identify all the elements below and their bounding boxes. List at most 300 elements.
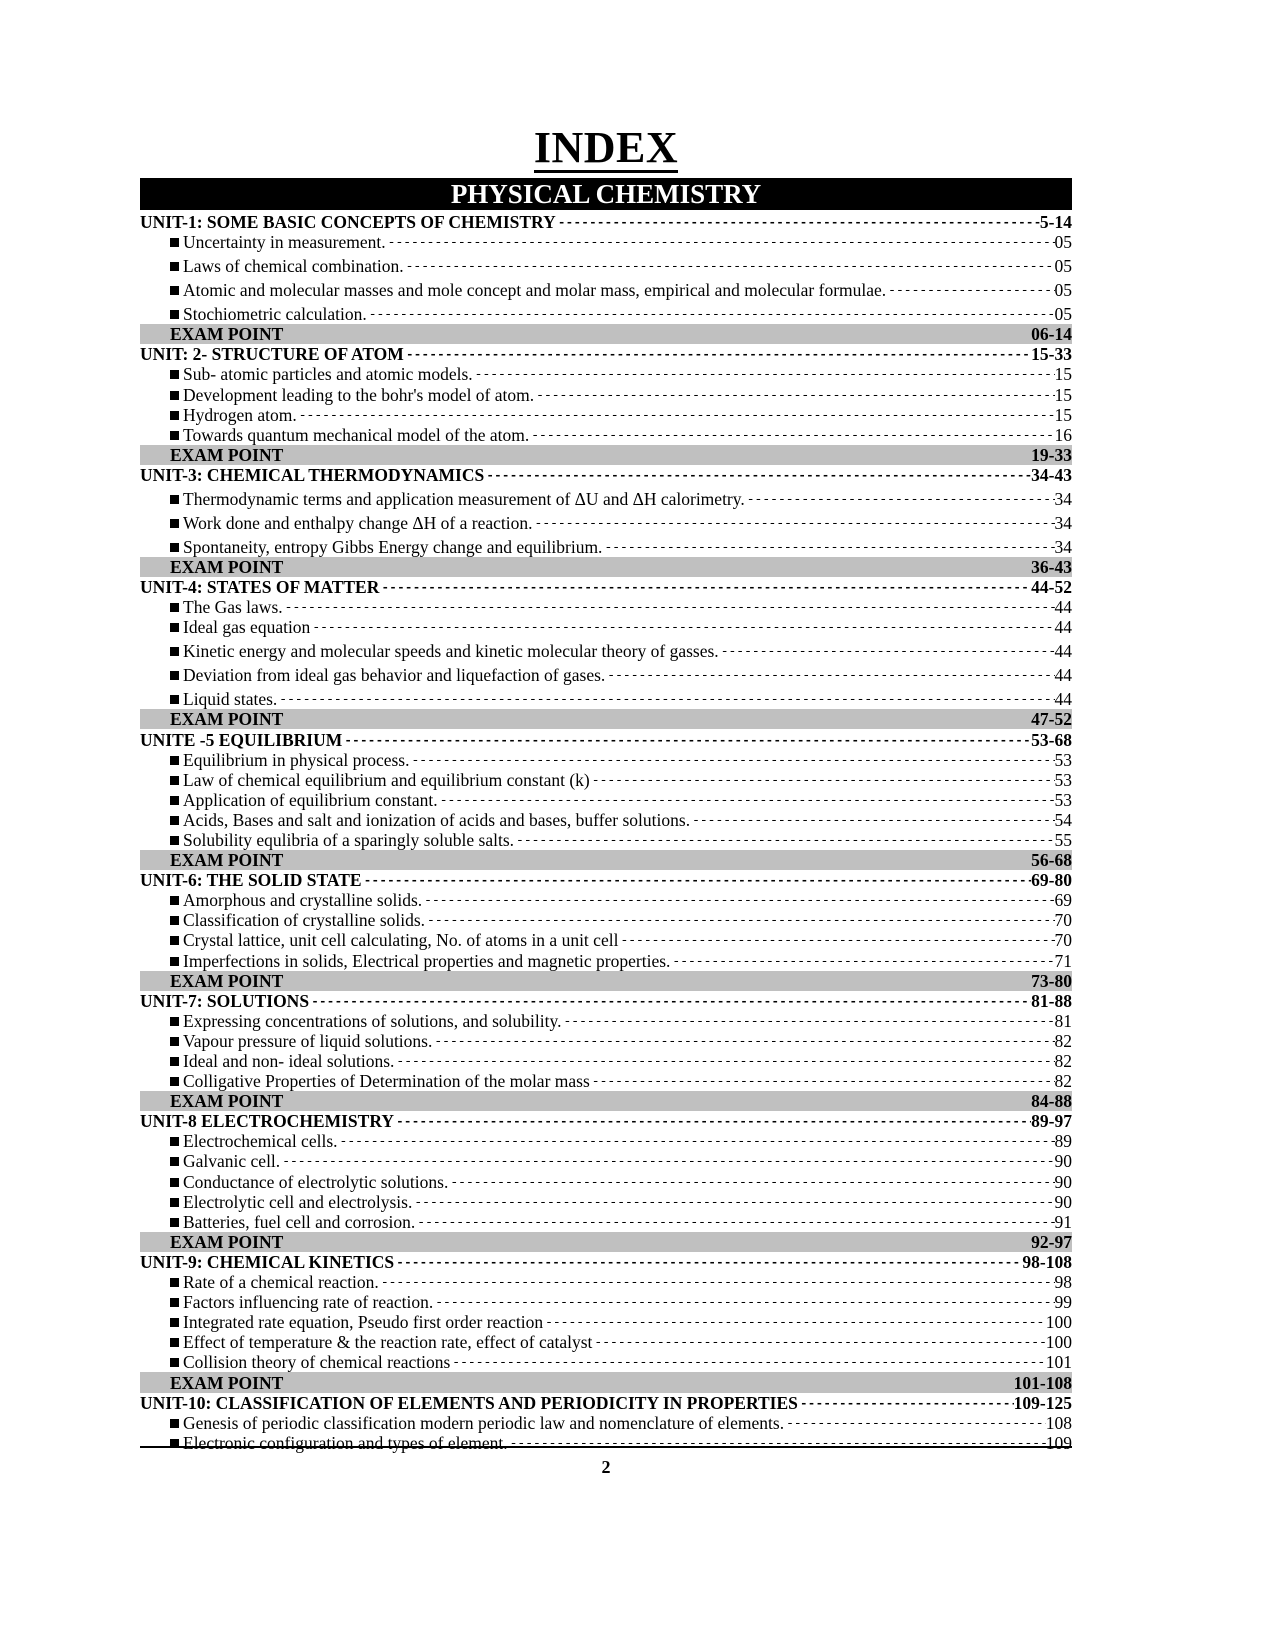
topic-row [140, 1312, 1072, 1332]
row-text: Atomic and molecular masses and mole concept and molar mass, empirical and molecular formulae. [183, 280, 887, 301]
square-bullet-icon [170, 1077, 179, 1086]
square-bullet-icon [170, 896, 179, 905]
topic-row [140, 910, 1072, 930]
square-bullet-icon [170, 411, 179, 420]
row-text: Genesis of periodic classification modern periodic law and nomenclature of elements. [183, 1412, 785, 1433]
exam-point-label [140, 971, 283, 991]
page-reference: 36-43 [1031, 557, 1072, 578]
index-list [140, 212, 1072, 1453]
topic-label [140, 1292, 433, 1312]
row-text: EXAM POINT [170, 1231, 284, 1252]
square-bullet-icon [170, 603, 179, 612]
page-reference: 81-88 [1031, 990, 1072, 1011]
topic-label [140, 280, 886, 300]
row-text: Ideal gas equation [183, 617, 311, 638]
topic-row [140, 1272, 1072, 1292]
unit-title [140, 1111, 394, 1131]
square-bullet-icon [170, 756, 179, 765]
page-reference: 15 [1054, 404, 1072, 425]
dot-leader [283, 599, 1055, 617]
page-reference: 82 [1054, 1071, 1072, 1092]
dot-leader [784, 1415, 1046, 1433]
row-text: UNIT-1: SOME BASIC CONCEPTS OF CHEMISTRY [140, 212, 556, 233]
topic-label [140, 385, 534, 405]
square-bullet-icon [170, 836, 179, 845]
row-text: Rate of a chemical reaction. [183, 1272, 379, 1293]
row-text: Integrated rate equation, Pseudo first order reaction [183, 1312, 544, 1333]
exam-point-row [140, 1372, 1072, 1392]
topic-label [140, 256, 404, 276]
page-reference: 82 [1054, 1030, 1072, 1051]
dot-leader [280, 1153, 1054, 1171]
page-reference: 73-80 [1031, 970, 1072, 991]
exam-point-row [140, 557, 1072, 577]
topic-row [140, 384, 1072, 404]
page-reference: 44 [1054, 641, 1072, 662]
unit-heading-row [140, 1252, 1072, 1272]
topic-label [140, 232, 386, 252]
topic-row [140, 1212, 1072, 1232]
square-bullet-icon [170, 623, 179, 632]
page-reference: 44-52 [1031, 577, 1072, 598]
row-text: Electrochemical cells. [183, 1131, 338, 1152]
dot-leader [745, 491, 1055, 509]
dot-leader [590, 772, 1055, 790]
topic-row [140, 750, 1072, 770]
topic-label [140, 810, 690, 830]
dot-leader [719, 643, 1055, 661]
topic-label [140, 425, 529, 445]
title-container [140, 123, 1072, 176]
row-text: Laws of chemical combination. [183, 256, 404, 277]
row-text: Amorphous and crystalline solids. [183, 890, 423, 911]
square-bullet-icon [170, 776, 179, 785]
topic-row [140, 930, 1072, 950]
page-reference: 82 [1054, 1051, 1072, 1071]
unit-title [140, 465, 484, 485]
dot-leader [473, 366, 1055, 384]
row-text: The Gas laws. [183, 597, 283, 618]
topic-label [140, 364, 473, 384]
topic-row [140, 425, 1072, 445]
page-reference: 34-43 [1031, 464, 1072, 485]
row-text: Colligative Properties of Determination of the molar mass [183, 1071, 590, 1092]
topic-row [140, 661, 1072, 685]
row-text: Law of chemical equilibrium and equilibrium constant (k) [183, 769, 590, 790]
dot-leader [605, 667, 1054, 685]
exam-point-row [140, 445, 1072, 465]
dot-leader [670, 953, 1054, 971]
topic-row [140, 637, 1072, 661]
topic-row [140, 770, 1072, 790]
square-bullet-icon [170, 816, 179, 825]
page-reference: 100 [1045, 1312, 1072, 1333]
dot-leader [438, 792, 1055, 810]
row-text: Conductance of electrolytic solutions. [183, 1171, 449, 1192]
section-header: PHYSICAL CHEMISTRY [140, 178, 1072, 210]
row-text: Collision theory of chemical reactions [183, 1352, 451, 1373]
unit-heading-row [140, 212, 1072, 232]
topic-row [140, 950, 1072, 970]
topic-label [140, 617, 310, 637]
page-reference: 71 [1054, 950, 1072, 971]
exam-point-label [140, 1091, 283, 1111]
page-reference: 16 [1054, 424, 1072, 445]
row-text: Galvanic cell. [183, 1151, 281, 1172]
square-bullet-icon [170, 1358, 179, 1367]
exam-point-label [140, 1373, 283, 1393]
dot-leader [404, 258, 1055, 276]
topic-row [140, 685, 1072, 709]
topic-row [140, 533, 1072, 557]
dot-leader [309, 993, 1031, 1011]
topic-label [140, 537, 602, 557]
page-reference: 98 [1054, 1272, 1072, 1293]
dot-leader [450, 1354, 1045, 1372]
page-reference: 108 [1045, 1412, 1072, 1433]
topic-label [140, 1272, 379, 1292]
row-text: Factors influencing rate of reaction. [183, 1292, 434, 1313]
page-reference: 15 [1054, 384, 1072, 405]
square-bullet-icon [170, 796, 179, 805]
dot-leader [690, 812, 1054, 830]
row-text: UNIT-4: STATES OF MATTER [140, 577, 380, 598]
topic-label [140, 689, 277, 709]
exam-point-label [140, 709, 283, 729]
row-text: Equilibrium in physical process. [183, 749, 410, 770]
page-reference: 53 [1054, 789, 1072, 810]
row-text: UNIT-10: CLASSIFICATION OF ELEMENTS AND PERIODICITY IN PROPERTIES [140, 1392, 798, 1413]
dot-leader [533, 515, 1055, 533]
topic-row [140, 1151, 1072, 1171]
dot-leader [338, 1133, 1055, 1151]
topic-label [140, 1071, 590, 1091]
dot-leader [448, 1174, 1054, 1192]
row-text: Electronic configuration and types of element. [183, 1432, 508, 1453]
topic-row [140, 364, 1072, 384]
page-reference: 53 [1054, 749, 1072, 770]
dot-leader [394, 1113, 1031, 1131]
topic-row [140, 1292, 1072, 1312]
row-text: EXAM POINT [170, 709, 284, 730]
topic-label [140, 1312, 543, 1332]
page-reference: 44 [1054, 597, 1072, 618]
topic-label [140, 1151, 280, 1171]
exam-point-row [140, 971, 1072, 991]
row-text: Imperfections in solids, Electrical properties and magnetic properties. [183, 950, 671, 971]
topic-row [140, 1413, 1072, 1433]
row-text: Kinetic energy and molecular speeds and kinetic molecular theory of gasses. [183, 641, 719, 662]
topic-label [140, 489, 745, 509]
exam-point-label [140, 324, 283, 344]
square-bullet-icon [170, 543, 179, 552]
topic-label [140, 1172, 448, 1192]
page-reference: 70 [1054, 930, 1072, 951]
dot-leader [529, 427, 1054, 445]
exam-point-label [140, 557, 283, 577]
row-text: Stochiometric calculation. [183, 304, 367, 325]
unit-title [140, 870, 362, 890]
square-bullet-icon [170, 238, 179, 247]
topic-row [140, 617, 1072, 637]
page-reference: 81 [1054, 1010, 1072, 1031]
topic-label [140, 1413, 784, 1433]
page-reference: 15-33 [1031, 344, 1072, 365]
dot-leader [543, 1314, 1046, 1332]
square-bullet-icon [170, 1338, 179, 1347]
row-text: Batteries, fuel cell and corrosion. [183, 1211, 416, 1232]
topic-label [140, 910, 425, 930]
index-page [140, 0, 1072, 1453]
square-bullet-icon [170, 262, 179, 271]
square-bullet-icon [170, 1137, 179, 1146]
topic-row [140, 790, 1072, 810]
dot-leader [379, 579, 1031, 597]
square-bullet-icon [170, 286, 179, 295]
dot-leader [592, 1334, 1045, 1352]
page-reference: 05 [1054, 232, 1072, 253]
unit-heading-row [140, 1393, 1072, 1413]
topic-label [140, 1192, 412, 1212]
dot-leader [386, 234, 1055, 252]
topic-row [140, 300, 1072, 324]
row-text: Ideal and non- ideal solutions. [183, 1051, 395, 1071]
page-reference: 44 [1054, 689, 1072, 710]
page-reference: 89 [1054, 1131, 1072, 1152]
square-bullet-icon [170, 1157, 179, 1166]
dot-leader [602, 539, 1054, 557]
row-text: Liquid states. [183, 689, 278, 710]
page-reference: 92-97 [1031, 1231, 1072, 1252]
square-bullet-icon [170, 370, 179, 379]
dot-leader [342, 732, 1031, 750]
square-bullet-icon [170, 916, 179, 925]
unit-heading-row [140, 344, 1072, 364]
topic-label [140, 830, 514, 850]
row-text: Towards quantum mechanical model of the atom. [183, 424, 530, 445]
page-reference: 69 [1054, 890, 1072, 911]
dot-leader [432, 1033, 1054, 1051]
topic-row [140, 1071, 1072, 1091]
page-reference: 44 [1054, 665, 1072, 686]
square-bullet-icon [170, 1318, 179, 1327]
row-text: Electrolytic cell and electrolysis. [183, 1191, 413, 1212]
topic-label [140, 641, 719, 661]
square-bullet-icon [170, 1178, 179, 1187]
topic-label [140, 597, 283, 617]
square-bullet-icon [170, 1198, 179, 1207]
row-text: EXAM POINT [170, 1091, 284, 1112]
square-bullet-icon [170, 519, 179, 528]
dot-leader [277, 691, 1054, 709]
topic-row [140, 1131, 1072, 1151]
dot-leader [394, 1053, 1054, 1071]
page-reference: 109-125 [1013, 1392, 1072, 1413]
topic-row [140, 1031, 1072, 1051]
topic-label [140, 890, 422, 910]
row-text: EXAM POINT [170, 324, 284, 345]
row-text: Solubility equlibria of a sparingly soluble salts. [183, 829, 515, 850]
topic-row [140, 509, 1072, 533]
page-reference: 05 [1054, 304, 1072, 325]
dot-leader [297, 407, 1055, 425]
square-bullet-icon [170, 1017, 179, 1026]
row-text: Hydrogen atom. [183, 404, 297, 425]
topic-label [140, 513, 533, 533]
dot-leader [514, 832, 1054, 850]
page-reference: 109 [1045, 1432, 1072, 1453]
topic-label [140, 1332, 592, 1352]
square-bullet-icon [170, 647, 179, 656]
row-text: EXAM POINT [170, 444, 284, 465]
row-text: UNITE -5 EQUILIBRIUM [140, 729, 343, 750]
page-reference: 89-97 [1031, 1111, 1072, 1132]
topic-row [140, 276, 1072, 300]
page-reference: 90 [1054, 1191, 1072, 1212]
row-text: EXAM POINT [170, 850, 284, 871]
unit-heading-row [140, 729, 1072, 749]
exam-point-row [140, 324, 1072, 344]
footer-divider [140, 1446, 1072, 1448]
dot-leader [484, 467, 1031, 485]
row-text: UNIT-6: THE SOLID STATE [140, 870, 362, 891]
unit-heading-row [140, 1111, 1072, 1131]
topic-label [140, 1131, 338, 1151]
topic-label [140, 304, 367, 324]
row-text: Uncertainty in measurement. [183, 232, 386, 253]
topic-row [140, 810, 1072, 830]
row-text: EXAM POINT [170, 557, 284, 578]
page-reference: 34 [1054, 536, 1072, 557]
page-reference: 47-52 [1031, 709, 1072, 730]
row-text: EXAM POINT [170, 1372, 284, 1393]
dot-leader [433, 1294, 1054, 1312]
topic-row [140, 252, 1072, 276]
topic-row [140, 1171, 1072, 1191]
unit-title [140, 730, 342, 750]
topic-label [140, 930, 618, 950]
topic-row [140, 597, 1072, 617]
row-text: Sub- atomic particles and atomic models. [183, 364, 473, 385]
topic-label [140, 770, 590, 790]
unit-heading-row [140, 577, 1072, 597]
square-bullet-icon [170, 1037, 179, 1046]
topic-label [140, 405, 297, 425]
topic-label [140, 1212, 415, 1232]
dot-leader [590, 1073, 1055, 1091]
square-bullet-icon [170, 671, 179, 680]
topic-row [140, 1192, 1072, 1212]
row-text: EXAM POINT [170, 970, 284, 991]
dot-leader [410, 752, 1055, 770]
topic-label [140, 1352, 450, 1372]
row-text: UNIT-7: SOLUTIONS [140, 990, 310, 1011]
square-bullet-icon [170, 1298, 179, 1307]
dot-leader [534, 387, 1054, 405]
unit-title [140, 991, 309, 1011]
square-bullet-icon [170, 1218, 179, 1227]
exam-point-label [140, 1232, 283, 1252]
square-bullet-icon [170, 391, 179, 400]
dot-leader [508, 1435, 1046, 1453]
page-reference: 53 [1054, 769, 1072, 790]
page-reference: 06-14 [1031, 324, 1072, 345]
page-reference: 101-108 [1013, 1372, 1072, 1393]
dot-leader [367, 306, 1055, 324]
topic-label [140, 951, 670, 971]
page-reference: 34 [1054, 512, 1072, 533]
topic-row [140, 830, 1072, 850]
page-reference: 05 [1054, 256, 1072, 277]
unit-title [140, 212, 556, 232]
unit-heading-row [140, 991, 1072, 1011]
row-text: Vapour pressure of liquid solutions. [183, 1030, 433, 1051]
dot-leader [310, 619, 1054, 637]
unit-title [140, 1252, 394, 1272]
page-reference: 34 [1054, 488, 1072, 509]
topic-label [140, 1433, 508, 1453]
row-text: Thermodynamic terms and application measurement of ΔU and ΔH calorimetry. [183, 488, 745, 509]
dot-leader [561, 1013, 1054, 1031]
topic-row [140, 1011, 1072, 1031]
row-text: Spontaneity, entropy Gibbs Energy change and equilibrium. [183, 536, 603, 557]
topic-label [140, 1011, 561, 1031]
square-bullet-icon [170, 957, 179, 966]
dot-leader [618, 932, 1054, 950]
dot-leader [415, 1214, 1054, 1232]
square-bullet-icon [170, 1278, 179, 1287]
topic-row [140, 1051, 1072, 1071]
square-bullet-icon [170, 936, 179, 945]
dot-leader [422, 892, 1054, 910]
page-reference: 98-108 [1022, 1251, 1072, 1272]
row-text: Work done and enthalpy change ΔH of a reaction. [183, 512, 533, 533]
topic-label [140, 665, 605, 685]
dot-leader [404, 346, 1031, 364]
dot-leader [798, 1395, 1014, 1413]
unit-title [140, 1393, 798, 1413]
row-text: Expressing concentrations of solutions, and solubility. [183, 1010, 562, 1031]
topic-label [140, 1051, 394, 1071]
row-text: UNIT: 2- STRUCTURE OF ATOM [140, 344, 404, 365]
topic-row [140, 1433, 1072, 1453]
page-reference: 5-14 [1039, 212, 1072, 233]
dot-leader [412, 1194, 1054, 1212]
dot-leader [425, 912, 1054, 930]
topic-row [140, 405, 1072, 425]
row-text: Deviation from ideal gas behavior and liquefaction of gases. [183, 665, 606, 686]
square-bullet-icon [170, 1057, 179, 1066]
exam-point-row [140, 1091, 1072, 1111]
exam-point-row [140, 1232, 1072, 1252]
page-title: INDEX [533, 123, 679, 172]
exam-point-row [140, 709, 1072, 729]
topic-row [140, 1332, 1072, 1352]
row-text: Effect of temperature & the reaction rate, effect of catalyst [183, 1332, 593, 1353]
dot-leader [394, 1254, 1022, 1272]
square-bullet-icon [170, 431, 179, 440]
exam-point-row [140, 850, 1072, 870]
dot-leader [379, 1274, 1055, 1292]
square-bullet-icon [170, 310, 179, 319]
page-reference: 53-68 [1031, 729, 1072, 750]
row-text: Development leading to the bohr's model of atom. [183, 384, 535, 405]
page-reference: 55 [1054, 829, 1072, 850]
page-reference: 91 [1054, 1211, 1072, 1232]
page-reference: 44 [1054, 617, 1072, 638]
page-reference: 100 [1045, 1332, 1072, 1353]
page-reference: 15 [1054, 364, 1072, 385]
